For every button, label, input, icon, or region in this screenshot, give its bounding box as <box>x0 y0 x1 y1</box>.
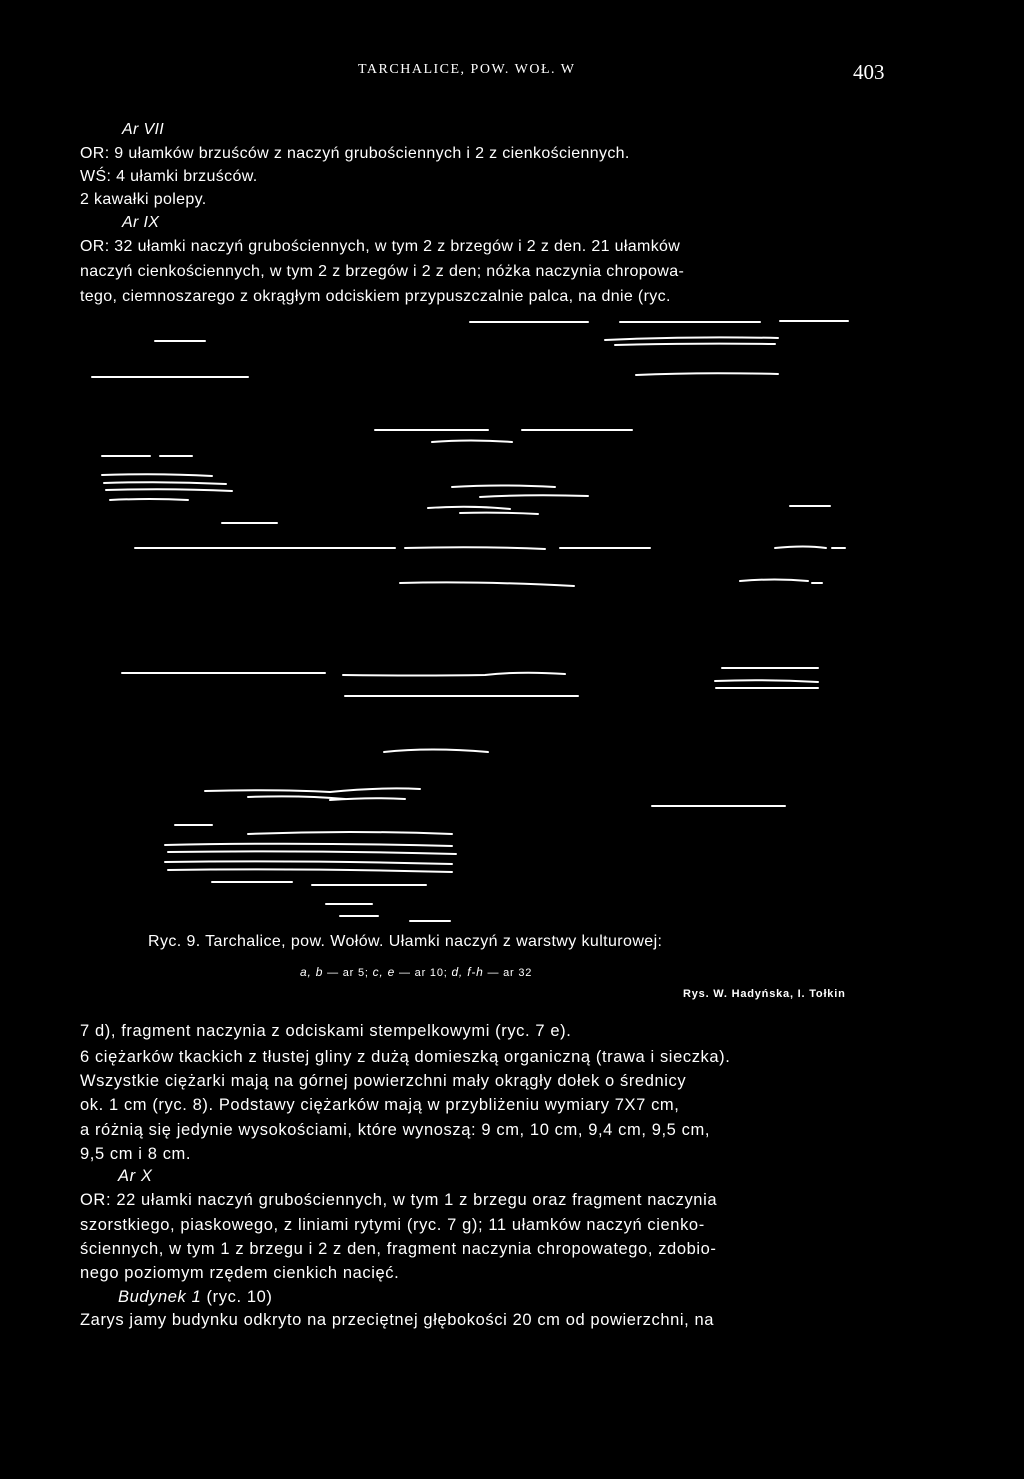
paragraph-line: 9,5 cm i 8 cm. <box>80 1145 192 1163</box>
fragment-profile-line <box>165 861 452 864</box>
fragment-profile-line <box>715 680 818 682</box>
fragment-profile-line <box>248 832 452 834</box>
fragment-profile-line <box>480 495 588 497</box>
caption-text: — ar 10; <box>395 967 452 979</box>
paragraph-line: Wszystkie ciężarki mają na górnej powierzchni mały okrągły dołek o średnicy <box>80 1072 687 1090</box>
budynek-figure-ref: (ryc. 10) <box>201 1288 273 1306</box>
fragment-profile-line <box>384 750 488 753</box>
section-heading-budynek <box>118 1286 928 1308</box>
figure-credit: Rys. W. Hadyńska, I. Tołkin <box>683 988 846 1000</box>
paragraph-line: szorstkiego, piaskowego, z liniami rytymi (ryc. 7 g); 11 ułamków naczyń cienko- <box>80 1216 705 1234</box>
caption-label: d, f-h <box>451 965 484 979</box>
caption-label: c, e <box>372 965 396 979</box>
paragraph-line: a różnią się jedynie wysokościami, które wynoszą: 9 cm, 10 cm, 9,4 cm, 9,5 cm, <box>80 1121 711 1139</box>
fragment-profile-line <box>106 489 232 491</box>
section-heading-ar10: Ar X <box>118 1167 153 1185</box>
caption-text: — ar 32 <box>483 967 533 979</box>
fragment-profile-line <box>110 499 188 500</box>
paragraph-line: OR: 32 ułamki naczyń grubościennych, w tym 2 z brzegów i 2 z den. 21 ułamków <box>80 238 681 255</box>
fragment-profile-line <box>428 507 510 509</box>
paragraph-line: nego poziomym rzędem cienkich nacięć. <box>80 1264 400 1282</box>
fragment-profile-line <box>248 796 345 799</box>
paragraph-line: WŚ: 4 ułamki brzuśców. <box>80 168 258 185</box>
fragment-profile-line <box>102 474 212 476</box>
paragraph-line: 2 kawałki polepy. <box>80 191 207 208</box>
fragment-profile-line <box>460 513 538 514</box>
fragment-profile-line <box>405 547 545 549</box>
fragment-profile-line <box>165 844 452 846</box>
fragment-profile-line <box>615 344 775 345</box>
fragment-profile-line <box>168 851 456 854</box>
paragraph-line: 6 ciężarków tkackich z tłustej gliny z dużą domieszką organiczną (trawa i sieczka). <box>80 1048 731 1066</box>
fragment-profile-line <box>452 486 555 488</box>
paragraph-line: OR: 9 ułamków brzuśców z naczyń grubościennych i 2 z cienkościennych. <box>80 145 630 162</box>
paragraph-line: tego, ciemnoszarego z okrągłym odciskiem przypuszczalnie palca, na dnie (ryc. <box>80 288 671 305</box>
fragment-profile-line <box>400 582 574 586</box>
paragraph-line: ściennych, w tym 1 z brzegu i 2 z den, fragment naczynia chropowatego, zdobio- <box>80 1240 717 1258</box>
section-heading-ar7: Ar VII <box>122 121 165 138</box>
caption-label: a, b <box>300 965 324 979</box>
figure-caption-legend <box>300 965 532 979</box>
paragraph-line: OR: 22 ułamki naczyń grubościennych, w tym 1 z brzegu oraz fragment naczynia <box>80 1191 718 1209</box>
fragment-profile-line <box>205 788 420 792</box>
running-head: TARCHALICE, POW. WOŁ. W <box>358 62 576 77</box>
fragment-profile-line <box>104 482 226 484</box>
fragment-profile-line <box>330 798 405 800</box>
paragraph-line: Zarys jamy budynku odkryto na przeciętnej głębokości 20 cm od powierzchni, na <box>80 1311 715 1329</box>
figure-caption: Ryc. 9. Tarchalice, pow. Wołów. Ułamki naczyń z warstwy kulturowej: <box>148 933 663 950</box>
fragment-profile-line <box>740 580 808 582</box>
section-heading-ar9: Ar IX <box>122 214 160 231</box>
fragment-profile-line <box>432 441 512 443</box>
page-number: 403 <box>853 60 885 84</box>
paragraph-line: naczyń cienkościennych, w tym 2 z brzegów i 2 z den; nóżka naczynia chropowa- <box>80 263 685 280</box>
fragment-profile-line <box>605 337 778 340</box>
paragraph-line: 7 d), fragment naczynia z odciskami stempelkowymi (ryc. 7 e). <box>80 1022 572 1040</box>
budynek-title: Budynek 1 <box>118 1288 202 1306</box>
fragment-profile-line <box>636 373 778 375</box>
caption-text: — ar 5; <box>323 967 373 979</box>
fragment-profile-line <box>168 869 452 872</box>
fragment-profile-line <box>343 673 565 676</box>
paragraph-line: ok. 1 cm (ryc. 8). Podstawy ciężarków mają w przybliżeniu wymiary 7X7 cm, <box>80 1096 680 1114</box>
fragment-profile-line <box>775 547 826 549</box>
